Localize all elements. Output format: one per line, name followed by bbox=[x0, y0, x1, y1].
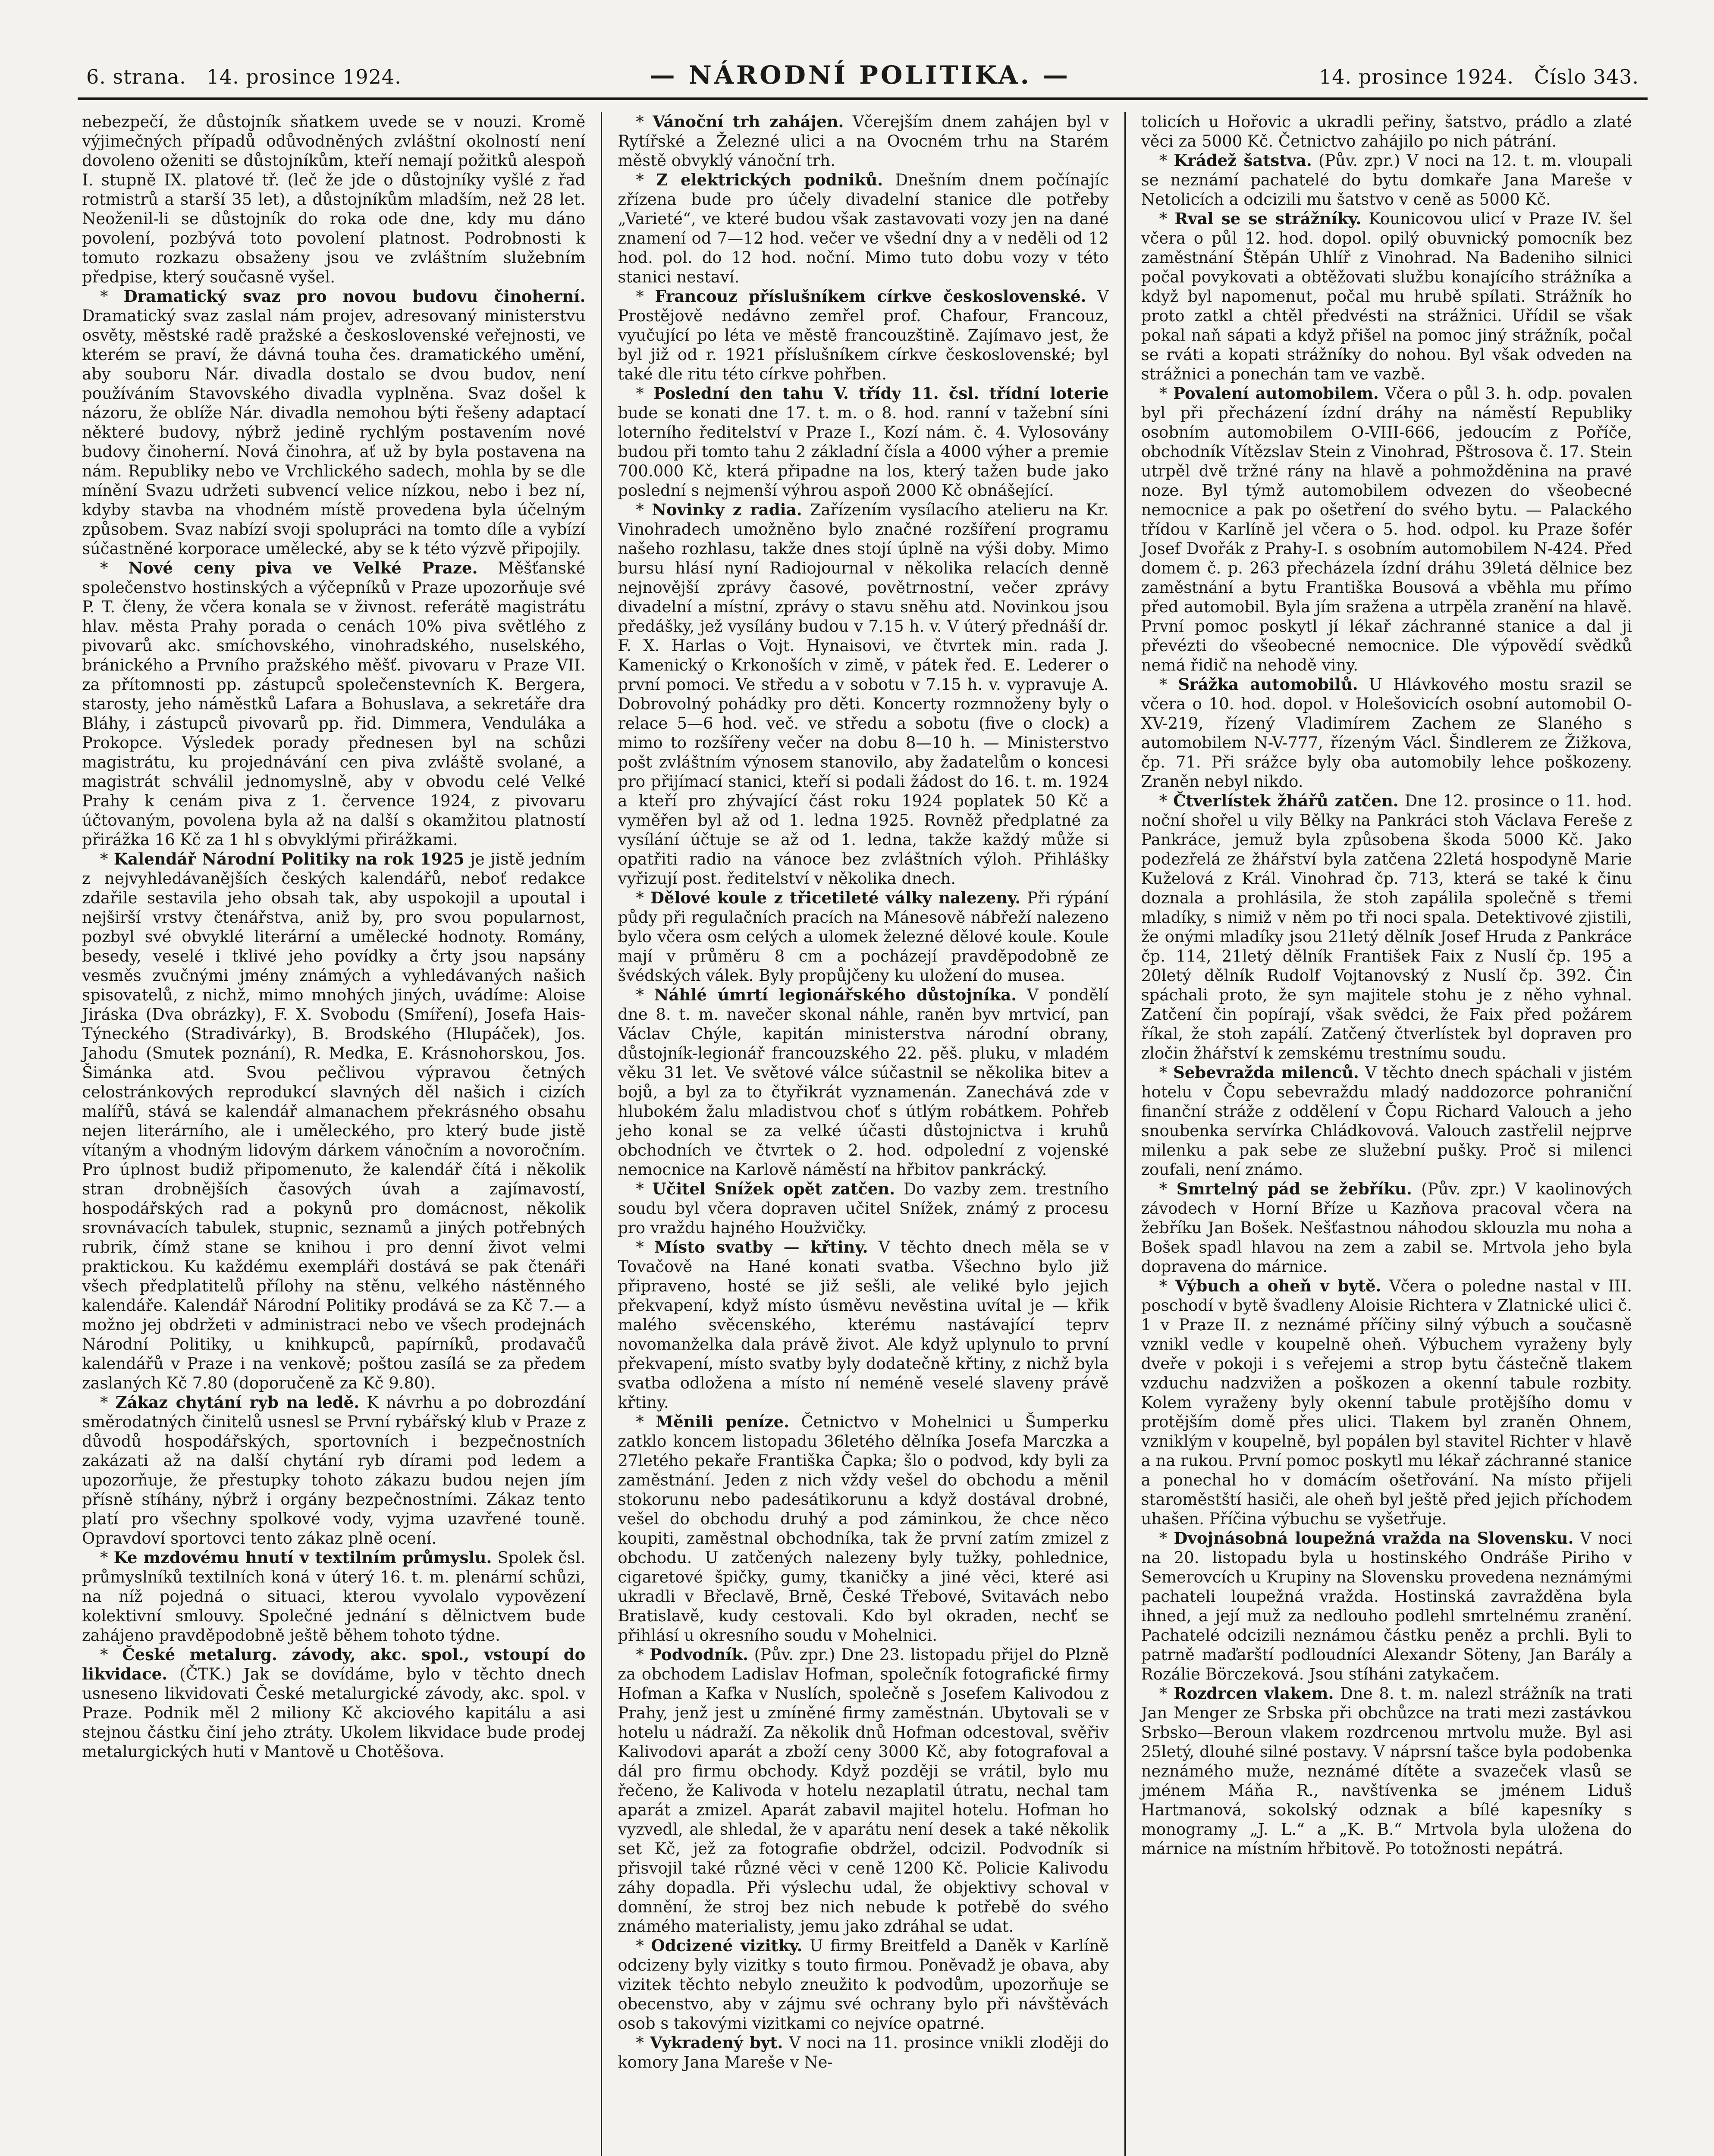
article-headline: Povalení automobilem. bbox=[1173, 384, 1379, 403]
article: * Novinky z radia. Zařízením vysílacího atelieru na Kr. Vinohradech umožněno bylo značné rozšíření programu našeho rozhlasu, takže dnes stojí úplně na výši doby. Mimo bursu hlásí nyní Radiojournal v několika relacích denně nejnovější zprávy časové, povětrnostní, večer zprávy divadelní a místní, zprávy o stavu sněhu atd. Novinkou jsou předášky, jež vysílány budou v 7.15 h. v. V úterý přednáší dr. F. X. Harlas o Vojt. Hynaisovi, ve čtvrtek min. rada J. Kamenický o Krkonoších v zimě, v pátek řed. E. Lederer o první pomoci. Ve středu a v sobotu v 7.15 h. v. vypravuje A. Dobrovolný pohádky pro děti. Koncerty rozmnoženy byly o relace 5—6 hod. več. ve středu a sobotu (five o clock) a mimo to rozšířeny večer na dobu 8—10 h. — Ministerstvo pošt zvláštním výnosem stanovilo, aby žadatelům o koncesi pro přijímací stanici, kteří si podali žádost do 16. t. m. 1924 a kteří pro zhývající část roku 1924 poplatek 50 Kč a vyměřen byl až od 1. ledna 1925. Rovněž předplatné za vysílání účtuje se až od 1. ledna, takže každý může si opatřiti radio na vánoce bez zvláštních výloh. Přihlášky vyřizují post. ředitelství v několika dnech. bbox=[618, 500, 1109, 888]
article: * Francouz příslušníkem církve československé. V Prostějově nedávno zemřel prof. Chafour, Francouz, vyučující po léta ve městě francouzštině. Zajímavo jest, že byl již od r. 1921 příslušníkem církve československé; byl také dle ritu této církve pohřben. bbox=[618, 287, 1109, 383]
page-header bbox=[78, 60, 1648, 100]
article-headline: Francouz příslušníkem církve československé. bbox=[655, 287, 1086, 306]
article: * Poslední den tahu V. třídy 11. čsl. třídní loterie bude se konati dne 17. t. m. o 8. hod. ranní v tažební síni loterního ředitelství v Praze I., Kozí nám. č. 4. Vylosovány budou při tomto tahu 2 základní čísla a 4000 výher a premie 700.000 Kč, která připadne na los, který tažen bude jako poslední s nejmenší výhrou aspoň 2000 Kč obnášející. bbox=[618, 384, 1109, 500]
article-headline: Krádež šatstva. bbox=[1174, 151, 1312, 170]
article-body: nebezpečí, že důstojník sňatkem uvede se v nouzi. Kromě výjimečných případů odůvodněných zvláštní okolností není dovoleno oženiti se důstojníkům, kteří nemají požitků alespoň I. stupně IX. platové tř. (leč že jde o důstojníky vyšlé z řad rotmistrů a starší 35 let), a důstojníkům mladším, než 28 let. Neoženil-li se důstojník do roka ode dne, kdy mu dáno povolení, pozbývá toto povolení platnost. Podrobnosti k tomuto rozkazu obsaženy jsou ve zvláštním služebním předpise, který současně vyšel. bbox=[82, 113, 586, 286]
article: * Učitel Snížek opět zatčen. Do vazby zem. trestního soudu byl včera dopraven učitel Snížek, známý z procesu pro vraždu hajného Houžvičky. bbox=[618, 1179, 1109, 1237]
article: * Rozdrcen vlakem. Dne 8. t. m. nalezl strážník na trati Jan Menger ze Srbska při obchůzce na trati mezi zastávkou Srbsko—Beroun vlakem rozdrcenou mrtvolu muže. Byl asi 25letý, dlouhé silné postavy. V náprsní tašce byla podobenka neznámého muže, neznámé dítěte a svazeček vlasů se jménem Máňa R., navštívenka se jménem Liduš Hartmanová, sokolský odznak a bílé kapesníky s monogramy „J. L.“ a „K. B.“ Mrtvola byla uložena do márnice na místním hřbitově. Po totožnosti nepátrá. bbox=[1141, 1684, 1632, 1858]
article-body: je jistě jedním z nejvyhledávanějších českých kalendářů, neboť redakce zdařile sestavila jeho obsah tak, aby uspokojil a upoutal i nejširší vrstvy čtenářstva, aniž by, pro svou popularnost, pozbyl své obvyklé literární a umělecké hodnoty. Romány, besedy, veselé i tklivé jeho povídky a črty jsou napsány vesměs zvučnými jmény známých a vyhledávaných našich spisovatelů, z nichž, mimo mnohých jiných, uvádíme: Aloise Jiráska (Dva obrázky), F. X. Svobodu (Smíření), Josefa Hais-Týneckého (Stradivárky), B. Brodského (Hlupáček), Jos. Jahodu (Smutek poznání), R. Medka, E. Krásnohorskou, Jos. Šimánka atd. Svou pečlivou výpravou četných celostránkových reprodukcí slavných děl našich i cizích malířů, stává se kalendář almanachem překrásného obsahu nejen literárního, ale i uměleckého, pro který bude jistě vítaným a vhodným lidovým dárkem vánočním a novoročním. Pro úplnost budiž připomenuto, že kalendář čítá i několik stran drobnějších časových úvah a zajímavostí, hospodářských rad a pokynů pro domácnost, několik srovnávacích tabulek, stupnic, seznamů a jiných potřebných rubrik, čímž stane se knihou i pro denní život velmi praktickou. Ku každému exempláři dostává se pak čtenáři všech předplatitelů přílohy na stěnu, velkého nástěnného kalendáře. Kalendář Národní Politiky prodává se za Kč 7.— a možno jej obdržeti v administraci nebo ve všech prodejnách Národní Politiky, u knihkupců, papírníků, prodavačů kalendářů v Praze i na venkově; poštou zasílá se za předem zaslaných Kč 7.80 (doporučeně za Kč 9.80). bbox=[82, 850, 586, 1392]
article-headline: Sebevražda milenců. bbox=[1173, 1063, 1359, 1082]
article-body: Dne 8. t. m. nalezl strážník na trati Jan Menger ze Srbska při obchůzce na trati mezi zastávkou Srbsko—Beroun vlakem rozdrcenou mrtvolu muže. Byl asi 25letý, dlouhé silné postavy. V náprsní tašce byla podobenka neznámého muže, neznámé dítěte a svazeček vlasů se jménem Máňa R., navštívenka se jménem Liduš Hartmanová, sokolský odznak a bílé kapesníky s monogramy „J. L.“ a „K. B.“ Mrtvola byla uložena do márnice na místním hřbitově. Po totožnosti nepátrá. bbox=[1141, 1684, 1632, 1858]
article: * Sebevražda milenců. V těchto dnech spáchali v jistém hotelu v Čopu sebevraždu mladý naddozorce pohraniční finanční stráže z oddělení v Čopu Richard Valouch a jeho snoubenka servírka Chládkovová. Valouch zastřelil nejprve milenku a pak sebe ze služební pušky. Proč si milenci zoufali, není známo. bbox=[1141, 1063, 1632, 1179]
newspaper-title: — NÁRODNÍ POLITIKA. — bbox=[650, 60, 1071, 90]
article: * Z elektrických podniků. Dnešním dnem počínajíc zřízena bude pro účely divadelní stanice dle potřeby „Varieté“, ve které budou však zastavovati vozy jen na dané znamení od 7—12 hod. večer ve všední dny a v neděli od 12 hod. pol. do 12 hod. noční. Mimo tuto dobu vozy v této stanici nestaví. bbox=[618, 170, 1109, 286]
article-headline: Vánoční trh zahájen. bbox=[653, 112, 844, 131]
article-body: (Pův. zpr.) V kaolinových závodech v Horní Bříze u Kazňova pracoval včera na žebříku Jan Bošek. Nešťastnou náhodou sklouzla mu noha a Bošek spadl hlavou na zem a zabil se. Mrtvola jeho byla dopravena do márnice. bbox=[1141, 1180, 1632, 1276]
article-columns bbox=[78, 112, 1648, 2156]
article-body: Do vazby zem. trestního soudu byl včera dopraven učitel Snížek, známý z procesu pro vraždu hajného Houžvičky. bbox=[618, 1180, 1109, 1237]
article-headline: Z elektrických podniků. bbox=[656, 170, 883, 189]
article-headline: Rozdrcen vlakem. bbox=[1173, 1684, 1334, 1703]
article-body: Kounicovou ulicí v Praze IV. šel včera o půl 12. hod. dopol. opilý obuvnický pomocník bez zaměstnání Štěpán Uhlíř z Vinohrad. Na Badeniho silnici počal povykovati a obtěžovati službu konajícího strážníka a když byl napomenut, počal mu hrubě spílati. Strážník ho proto zatkl a chtěl předvésti na strážnici. Uřídil se však pokal naň sápati a když přišel na pomoc jiný strážník, počal se rváti a kopati strážníky do nohou. Byl však odveden na strážnici a ponechán tam ve vazbě. bbox=[1141, 210, 1632, 383]
article-headline: Kalendář Národní Politiky na rok 1925 bbox=[113, 849, 465, 868]
article-body: U firmy Breitfeld a Daněk v Karlíně odcizeny byly vizitky s touto firmou. Poněvadž je obava, aby vizitek těchto nebylo zneužito k podvodům, upozorňuje se obecenstvo, aby v zájmu své ochrany bylo při návštěvách osob s takovými vizitkami co nejvíce opatrné. bbox=[618, 1937, 1109, 2033]
article: * Vykradený byt. V noci na 11. prosince vnikli zloději do komory Jana Mareše v Ne- bbox=[618, 2033, 1109, 2071]
article-headline: Smrtelný pád se žebříku. bbox=[1176, 1179, 1412, 1198]
article-body: (Pův. zpr.) V noci na 12. t. m. vloupali se neznámí pachatelé do bytu domkaře Jana Mareše v Netolicích a odcizili mu šatstvo v ceně as 5000 Kč. bbox=[1141, 151, 1632, 209]
article-headline: Měnili peníze. bbox=[656, 1412, 789, 1431]
header-date-right: 14. prosince 1924. bbox=[1319, 65, 1514, 88]
article-body: Zařízením vysílacího atelieru na Kr. Vinohradech umožněno bylo značné rozšíření programu našeho rozhlasu, takže dnes stojí úplně na výši doby. Mimo bursu hlásí nyní Radiojournal v několika relacích denně nejnovější zprávy časové, povětrnostní, večer zprávy divadelní a místní, zprávy o stavu sněhu atd. Novinkou jsou předášky, jež vysílány budou v 7.15 h. v. V úterý přednáší dr. F. X. Harlas o Vojt. Hynaisovi, ve čtvrtek min. rada J. Kamenický o Krkonoších v zimě, v pátek řed. E. Lederer o první pomoci. Ve středu a v sobotu v 7.15 h. v. vypravuje A. Dobrovolný pohádky pro děti. Koncerty rozmnoženy byly o relace 5—6 hod. več. ve středu a sobotu (five o clock) a mimo to rozšířeny večer na dobu 8—10 h. — Ministerstvo pošt zvláštním výnosem stanovilo, aby žadatelům o koncesi pro přijímací stanici, kteří si podali žádost do 16. t. m. 1924 a kteří pro zhývající část roku 1924 poplatek 50 Kč a vyměřen byl až od 1. ledna 1925. Rovněž předplatné za vysílání účtuje se až od 1. ledna, takže každý může si opatřiti radio na vánoce bez zvláštních výloh. Přihlášky vyřizují post. ředitelství v několika dnech. bbox=[618, 501, 1109, 888]
newspaper-page bbox=[78, 60, 1648, 2156]
article-headline: Srážka automobilů. bbox=[1178, 675, 1358, 694]
article-body: V Prostějově nedávno zemřel prof. Chafour, Francouz, vyučující po léta ve městě francouzštině. Zajímavo jest, že byl již od r. 1921 příslušníkem církve československé; byl také dle ritu této církve pohřben. bbox=[618, 287, 1109, 383]
article-headline: Odcizené vizitky. bbox=[651, 1936, 803, 1955]
header-date-left: 14. prosince 1924. bbox=[206, 65, 402, 88]
article-headline: Dramatický svaz pro novou budovu činoherní. bbox=[123, 287, 586, 306]
article-headline: Učitel Snížek opět zatčen. bbox=[652, 1179, 895, 1198]
article-headline: Podvodník. bbox=[650, 1645, 749, 1664]
article-body: V pondělí dne 8. t. m. navečer skonal náhle, raněn byv mrtvicí, pan Václav Chýle, kapitán ministerstva národní obrany, důstojník-legionář francouzského 22. pěš. pluku, v mladém věku 31 let. Ve světové válce súčastnil se několika bitev a bojů, a byl za to čtyřikrát vyznamenán. Zanechává zde v hlubokém žalu mladistvou choť s útlým robátkem. Pohřeb jeho konal se za velké účasti důstojnictva i kruhů obchodních ve čtvrtek o 2. hod. odpolední z vojenské nemocnice na Karlově náměstí na hřbitov pankrácký. bbox=[618, 986, 1109, 1179]
article: * Rval se se strážníky. Kounicovou ulicí v Praze IV. šel včera o půl 12. hod. dopol. opilý obuvnický pomocník bez zaměstnání Štěpán Uhlíř z Vinohrad. Na Badeniho silnici počal povykovati a obtěžovati službu konajícího strážníka a když byl napomenut, počal mu hrubě spílati. Strážník ho proto zatkl a chtěl předvésti na strážnici. Uřídil se však pokal naň sápati a když přišel na pomoc jiný strážník, počal se rváti a kopati strážníky do nohou. Byl však odveden na strážnici a ponechán tam ve vazbě. bbox=[1141, 209, 1632, 383]
article-body: Dramatický svaz zaslal nám projev, adresovaný ministerstvu osvěty, městské radě pražské a československé veřejnosti, ve kterém se praví, že dávná touha čes. dramatického umění, aby souboru Nár. divadla dostalo se dvou budov, není používáním Stavovského divadla vyplněna. Svaz došel k názoru, že oblíže Nár. divadla nemohou býti řešeny adaptací některé budovy, nýbrž jedině rychlým postavením nové budovy činoherní. Nová činohra, ať už by byla postavena na nám. Republiky nebo ve Vrchlického sadech, mohla by se dle mínění Svazu udržeti subvencí velice nízkou, nebo i bez ní, kdyby stavba na vhodném místě provedena byla účelným způsobem. Svaz nabízí svoji spolupráci na tomto díle a vybízí súčastněné korporace umělecké, aby se k této výzvě připojily. bbox=[82, 307, 586, 558]
article-headline: Náhlé úmrtí legionářského důstojníka. bbox=[654, 985, 1017, 1004]
article-body: V noci na 11. prosince vnikli zloději do komory Jana Mareše v Ne- bbox=[618, 2034, 1109, 2071]
article: * Nové ceny piva ve Velké Praze. Měšťanské společenstvo hostinských a výčepníků v Praze upozorňuje své P. T. členy, že včera konala se v živnost. referátě magistrátu hlav. města Prahy porada o cenách 10% piva světlého z pivovarů akc. smíchovského, vinohradského, nuselského, bránického a Prvního pražského měšť. pivovaru v Praze VII. za přítomnosti pp. zástupců společenstevních K. Bergera, starosty, jeho náměstků Lafara a Bohuslava, a sekretáře dra Bláhy, i zástupců pivovarů pp. řid. Dimmera, Venduláka a Prokopce. Výsledek porady přednesen byl na schůzi magistrátu, ku projednávání cen piva zvláště svolané, a magistrát schválil jednomyslně, aby v obvodu celé Velké Prahy k cenám piva z 1. července 1924, z pivovaru účtovaným, povolena byla až na další s okamžitou platností přirážka 16 Kč za 1 hl s obvyklými přirážkami. bbox=[82, 558, 586, 849]
article-body: Četnictvo v Mohelnici u Šumperku zatklo koncem listopadu 36letého dělníka Josefa Marczka a 27letého pekaře Františka Čapka; šlo o podvod, kdy byli za zaměstnání. Jeden z nich vždy vešel do obchodu a měnil stokorunu nebo padesátikorunu a když dostával drobné, vešel do obchodu druhý a pod záminkou, že chce něco koupiti, zaměstnal obchodníka, tak že první zatím zmizel z obchodu. U zatčených nalezeny byly tužky, pohlednice, cigaretové špičky, gumy, tkaničky a jiné věci, které asi ukradli v Břeclavě, Brně, České Třebové, Svitavách nebo Bratislavě, kudy cestovali. Kdo byl okraden, nechť se přihlásí u okresního soudu v Mohelnici. bbox=[618, 1413, 1109, 1645]
article-body: U Hlávkového mostu srazil se včera o 10. hod. dopol. v Holešovicích osobní automobil O-XV-219, řízený Vladimírem Zachem ze Slaného s automobilem N-V-777, řízeným Václ. Šindlerem ze Žižkova, čp. 71. Při srážce byly oba automobily lehce poškozeny. Zraněn nebyl nikdo. bbox=[1141, 675, 1632, 791]
article: * Vánoční trh zahájen. Včerejším dnem zahájen byl v Rytířské a Železné ulici a na Ovocném trhu na Starém městě obvyklý vánoční trh. bbox=[618, 112, 1109, 170]
article-headline: České metalurg. závody, akc. spol., vstoupí do likvidace. bbox=[82, 1645, 586, 1683]
article-headline: Vykradený byt. bbox=[650, 2033, 783, 2052]
article: * Povalení automobilem. Včera o půl 3. h. odp. povalen byl při přecházení ízdní dráhy na náměstí Republiky osobním automobilem O-VIII-666, jedoucím z Poříče, obchodník Vítězslav Stein z Vinohrad, Pštrosova č. 17. Stein utrpěl dvě tržné rány na hlavě a pohmožděnina na pravé noze. Byl týmž automobilem odvezen do všeobecné nemocnice a pak po ošetření do svého bytu. — Palackého třídou v Karlíně jel včera o 5. hod. odpol. ku Praze šofér Josef Dvořák z Prahy-I. s osobním automobilem N-424. Před domem č. p. 263 přecházela ízdní dráhu 39letá dělnice bez zaměstnání a bytu Františka Bousová a vběhla mu přímo před automobil. Byla jím sražena a utrpěla zranění na hlavě. První pomoc poskytl jí lékař záchranné stanice a dal ji převézti do všeobecné nemocnice. Dle výpovědí svědků nemá řidič na nehodě viny. bbox=[1141, 384, 1632, 674]
article: * Ke mzdovému hnutí v textilním průmyslu. Spolek čsl. průmyslníků textilních koná v úterý 16. t. m. plenární schůzi, na níž pojedná o situaci, kterou vyvolalo vypovězení kolektivní smlouvy. Společné jednání s dělnictvem bude zahájeno pravděpodobně ještě během tohoto týdne. bbox=[82, 1548, 586, 1645]
column-1 bbox=[78, 112, 601, 2156]
article-body: (Pův. zpr.) Dne 23. listopadu přijel do Plzně za obchodem Ladislav Hofman, společník fotografické firmy Hofman a Kafka v Nuslích, společně s Josefem Kalivodou z Prahy, jenž jest u zmíněné firmy zaměstnán. Ubytovali se v hotelu u nádraží. Za několik dnů Hofman odcestoval, svěřiv Kalivodovi aparát a zboží ceny 3000 Kč, aby fotografoval a dál pro firmu obchody. Když později se vrátil, bylo mu řečeno, že Kalivoda v hotelu nezaplatil útratu, nechal tam aparát a zmizel. Aparát zabavil majitel hotelu. Hofman ho vyzvedl, ale shledal, že v aparátu není desek a také několik set Kč, jež za fotografie obdržel, odcizil. Podvodník si přisvojil také různé věci v ceně 1200 Kč. Policie Kalivodu záhy dopadla. Při výslechu udal, že objektivy schoval v domnění, že stroj bez nich nebude k potřebě do svého známého materialisty, jemu jako zdráhal se udat. bbox=[618, 1645, 1109, 1936]
article-body: (ČTK.) Jak se dovídáme, bylo v těchto dnech usneseno likvidovati České metalurgické závody, akc. spol. v Praze. Podnik měl 2 miliony Kč akciového kapitálu a asi stejnou částku činí jeho ztráty. Ukolem likvidace bude prodej metalurgických huti v Mantově u Chotěšova. bbox=[82, 1665, 586, 1761]
article-body: Včerejším dnem zahájen byl v Rytířské a Železné ulici a na Ovocném trhu na Starém městě obvyklý vánoční trh. bbox=[618, 113, 1109, 170]
article-headline: Zákaz chytání ryb na ledě. bbox=[115, 1393, 360, 1412]
article-headline: Dělové koule z třicetileté války nalezeny. bbox=[650, 888, 1021, 907]
article-body: Při rýpání půdy při regulačních pracích na Mánesově nábřeží nalezeno bylo včera osm celých a ulomek železné dělové koule. Koule mají v průměru 8 cm a pocházejí pravděpodobně ze švédských válek. Byly propůjčeny ku uložení do musea. bbox=[618, 889, 1109, 985]
article-headline: Rval se se strážníky. bbox=[1174, 209, 1362, 228]
article: * Srážka automobilů. U Hlávkového mostu srazil se včera o 10. hod. dopol. v Holešovicích osobní automobil O-XV-219, řízený Vladimírem Zachem ze Slaného s automobilem N-V-777, řízeným Václ. Šindlerem ze Žižkova, čp. 71. Při srážce byly oba automobily lehce poškozeny. Zraněn nebyl nikdo. bbox=[1141, 675, 1632, 791]
header-right bbox=[1319, 65, 1639, 88]
article-headline: Poslední den tahu V. třídy 11. čsl. třídní loterie bbox=[653, 384, 1109, 403]
column-3 bbox=[1124, 112, 1648, 2156]
article: * Odcizené vizitky. U firmy Breitfeld a Daněk v Karlíně odcizeny byly vizitky s touto firmou. Poněvadž je obava, aby vizitek těchto nebylo zneužito k podvodům, upozorňuje se obecenstvo, aby v zájmu své ochrany bylo při návštěvách osob s takovými vizitkami co nejvíce opatrné. bbox=[618, 1936, 1109, 2033]
column-2 bbox=[601, 112, 1124, 2156]
article-headline: Výbuch a oheň v bytě. bbox=[1175, 1276, 1381, 1295]
article: * Podvodník. (Pův. zpr.) Dne 23. listopadu přijel do Plzně za obchodem Ladislav Hofman, společník fotografické firmy Hofman a Kafka v Nuslích, společně s Josefem Kalivodou z Prahy, jenž jest u zmíněné firmy zaměstnán. Ubytovali se v hotelu u nádraží. Za několik dnů Hofman odcestoval, svěřiv Kalivodovi aparát a zboží ceny 3000 Kč, aby fotografoval a dál pro firmu obchody. Když později se vrátil, bylo mu řečeno, že Kalivoda v hotelu nezaplatil útratu, nechal tam aparát a zmizel. Aparát zabavil majitel hotelu. Hofman ho vyzvedl, ale shledal, že v aparátu není desek a také několik set Kč, jež za fotografie obdržel, odcizil. Podvodník si přisvojil také různé věci v ceně 1200 Kč. Policie Kalivodu záhy dopadla. Při výslechu udal, že objektivy schoval v domnění, že stroj bez nich nebude k potřebě do svého známého materialisty, jemu jako zdráhal se udat. bbox=[618, 1645, 1109, 1936]
article: * Měnili peníze. Četnictvo v Mohelnici u Šumperku zatklo koncem listopadu 36letého dělníka Josefa Marczka a 27letého pekaře Františka Čapka; šlo o podvod, kdy byli za zaměstnání. Jeden z nich vždy vešel do obchodu a měnil stokorunu nebo padesátikorunu a když dostával drobné, vešel do obchodu druhý a pod záminkou, že chce něco koupiti, zaměstnal obchodníka, tak že první zatím zmizel z obchodu. U zatčených nalezeny byly tužky, pohlednice, cigaretové špičky, gumy, tkaničky a jiné věci, které asi ukradli v Břeclavě, Brně, České Třebové, Svitavách nebo Bratislavě, kudy cestovali. Kdo byl okraden, nechť se přihlásí u okresního soudu v Mohelnici. bbox=[618, 1412, 1109, 1645]
article: * Krádež šatstva. (Pův. zpr.) V noci na 12. t. m. vloupali se neznámí pachatelé do bytu domkaře Jana Mareše v Netolicích a odcizili mu šatstvo v ceně as 5000 Kč. bbox=[1141, 151, 1632, 209]
article-body: Dnešním dnem počínajíc zřízena bude pro účely divadelní stanice dle potřeby „Varieté“, ve které budou však zastavovati vozy jen na dané znamení od 7—12 hod. večer ve všední dny a v neděli od 12 hod. pol. do 12 hod. noční. Mimo tuto dobu vozy v této stanici nestaví. bbox=[618, 171, 1109, 286]
article-body: Měšťanské společenstvo hostinských a výčepníků v Praze upozorňuje své P. T. členy, že včera konala se v živnost. referátě magistrátu hlav. města Prahy porada o cenách 10% piva světlého z pivovarů akc. smíchovského, vinohradského, nuselského, bránického a Prvního pražského měšť. pivovaru v Praze VII. za přítomnosti pp. zástupců společenstevních K. Bergera, starosty, jeho náměstků Lafara a Bohuslava, a sekretáře dra Bláhy, i zástupců pivovarů pp. řid. Dimmera, Venduláka a Prokopce. Výsledek porady přednesen byl na schůzi magistrátu, ku projednávání cen piva zvláště svolané, a magistrát schválil jednomyslně, aby v obvodu celé Velké Prahy k cenám piva z 1. července 1924, z pivovaru účtovaným, povolena byla až na další s okamžitou platností přirážka 16 Kč za 1 hl s obvyklými přirážkami. bbox=[82, 559, 586, 849]
article: * Dělové koule z třicetileté války nalezeny. Při rýpání půdy při regulačních pracích na Mánesově nábřeží nalezeno bylo včera osm celých a ulomek železné dělové koule. Koule mají v průměru 8 cm a pocházejí pravděpodobně ze švédských válek. Byly propůjčeny ku uložení do musea. bbox=[618, 888, 1109, 985]
article-body: Včera o půl 3. h. odp. povalen byl při přecházení ízdní dráhy na náměstí Republiky osobním automobilem O-VIII-666, jedoucím z Poříče, obchodník Vítězslav Stein z Vinohrad, Pštrosova č. 17. Stein utrpěl dvě tržné rány na hlavě a pohmožděnina na pravé noze. Byl týmž automobilem odvezen do všeobecné nemocnice a pak po ošetření do svého bytu. — Palackého třídou v Karlíně jel včera o 5. hod. odpol. ku Praze šofér Josef Dvořák z Prahy-I. s osobním automobilem N-424. Před domem č. p. 263 přecházela ízdní dráhu 39letá dělnice bez zaměstnání a bytu Františka Bousová a vběhla mu přímo před automobil. Byla jím sražena a utrpěla zranění na hlavě. První pomoc poskytl jí lékař záchranné stanice a dal ji převézti do všeobecné nemocnice. Dle výpovědí svědků nemá řidič na nehodě viny. bbox=[1141, 384, 1632, 674]
article: * Smrtelný pád se žebříku. (Pův. zpr.) V kaolinových závodech v Horní Bříze u Kazňova pracoval včera na žebříku Jan Bošek. Nešťastnou náhodou sklouzla mu noha a Bošek spadl hlavou na zem a zabil se. Mrtvola jeho byla dopravena do márnice. bbox=[1141, 1179, 1632, 1276]
article-body: V těchto dnech měla se v Tovačově na Hané konati svatba. Všechno bylo již připraveno, hosté se již sešli, ale veliké bylo jejich překvapení, když místo úsměvu nevěstina uvítal je — křik malého svěcenského, kterému nastávající teprv novomanželka dala právě život. Ale když uplynulo to první překvapení, místo svatby byly dodatečně křtiny, z nichž byla svatba odložena a místo ní neméně veselé slaveny právě křtiny. bbox=[618, 1238, 1109, 1412]
header-left bbox=[86, 65, 402, 88]
article: * Zákaz chytání ryb na ledě. K návrhu a po dobrozdání směrodatných činitelů usnesl se První rybářský klub v Praze z důvodů hospodářských, sportovních i bezpečnostních zakázati až na další chytání ryb dírami pod ledem a upozorňuje, že přestupky tohoto zákazu budou nejen jím přísně stíhány, nýbrž i orgány bezpečnostními. Zákaz tento platí pro všechny spolkové vody, vyjma uzavřené touně. Opravdoví sportovci tento zákaz plně ocení. bbox=[82, 1393, 586, 1548]
article-body: bude se konati dne 17. t. m. o 8. hod. ranní v tažební síni loterního ředitelství v Praze I., Kozí nám. č. 4. Vylosovány budou při tomto tahu 2 základní čísla a 4000 výher a premie 700.000 Kč, která připadne na los, který tažen bude jako poslední s nejmenší výhrou aspoň 2000 Kč obnášející. bbox=[618, 404, 1109, 500]
article-headline: Čtverlístek žhářů zatčen. bbox=[1173, 791, 1399, 810]
article: * Výbuch a oheň v bytě. Včera o poledne nastal v III. poschodí v bytě švadleny Aloisie Richtera v Zlatnické ulici č. 1 v Praze II. z neznámé příčiny silný výbuch a současně vznikl vedle v koupelně oheň. Výbuchem vyraženy byly dveře v pokoji i s veřejemi a strop bytu částečně tlakem vzduchu nadzvižen a poškozen a okenní tabule rozbity. Kolem vyraženy byly okenní tabule protějšího domu v protějším domě přes ulici. Tlakem byl zraněn Ohnem, vzniklým v koupelně, byl popálen byl stavitel Richter v hlavě a na rukou. První pomoc poskytl mu lékař záchranné stanice a ponechal ho v domácím ošetřování. Na místo přijeli staroměstští hasiči, ale oheň byl ještě před jejich příchodem uhašen. Příčina výbuchu se vyšetřuje. bbox=[1141, 1276, 1632, 1528]
article: * Náhlé úmrtí legionářského důstojníka. V pondělí dne 8. t. m. navečer skonal náhle, raněn byv mrtvicí, pan Václav Chýle, kapitán ministerstva národní obrany, důstojník-legionář francouzského 22. pěš. pluku, v mladém věku 31 let. Ve světové válce súčastnil se několika bitev a bojů, a byl za to čtyřikrát vyznamenán. Zanechává zde v hlubokém žalu mladistvou choť s útlým robátkem. Pohřeb jeho konal se za velké účasti důstojnictva i kruhů obchodních ve čtvrtek o 2. hod. odpolední z vojenské nemocnice na Karlově náměstí na hřbitov pankrácký. bbox=[618, 985, 1109, 1179]
article-headline: Novinky z radia. bbox=[652, 500, 802, 519]
article-body: Spolek čsl. průmyslníků textilních koná v úterý 16. t. m. plenární schůzi, na níž pojedná o situaci, kterou vyvolalo vypovězení kolektivní smlouvy. Společné jednání s dělnictvem bude zahájeno pravděpodobně ještě během tohoto týdne. bbox=[82, 1548, 586, 1645]
page-number: 6. strana. bbox=[86, 65, 186, 88]
article-body: V noci na 20. listopadu byla u hostinského Ondráše Piriho v Semerovcích u Krupiny na Slovensku provedena neznámými pachateli loupežná vražda. Hostinská zavražděna byla ihned, a její muž za nedlouho podlehl smrtelnému zranění. Pachatelé odcizili neznámou částku peněz a prchli. Byli to patrně maďarští podloudníci Alexandr Söteny, Jan Barály a Rozálie Börczeková. Jsou stíháni zatykačem. bbox=[1141, 1529, 1632, 1683]
article-body: Dne 12. prosince o 11. hod. noční shořel u vily Bělky na Pankráci stoh Václava Fereše z Pankráce, jemuž byla způsobena škoda 5000 Kč. Jako podezřelá ze žhářství byla zatčena 22letá hospodyně Marie Kuželová z Král. Vinohrad čp. 713, která se také k činu doznala a prohlásila, že stoh zapálila společně s třemi mladíky, s nimiž v něm po tři noci spala. Detektivové zjistili, že onými mladíky jsou 21letý dělník Josef Hruda z Pankráce čp. 114, 21letý dělník František Faix z Nuslí čp. 195 a 20letý dělník Rudolf Vojtanovský z Nuslí čp. 392. Čin spáchali proto, že syn majitele stohu je z něho vyhnal. Zatčení čin popírají, však svědci, že Faix před požárem říkal, že stoh zapálí. Zatčený čtverlístek byl dopraven pro zločin žhářství k zemskému trestnímu soudu. bbox=[1141, 792, 1632, 1062]
article-headline: Nové ceny piva ve Velké Praze. bbox=[128, 558, 478, 577]
article-body: Včera o poledne nastal v III. poschodí v bytě švadleny Aloisie Richtera v Zlatnické ulici č. 1 v Praze II. z neznámé příčiny silný výbuch a současně vznikl vedle v koupelně oheň. Výbuchem vyraženy byly dveře v pokoji i s veřejemi a strop bytu částečně tlakem vzduchu nadzvižen a poškozen a okenní tabule rozbity. Kolem vyraženy byly okenní tabule protějšího domu v protějším domě přes ulici. Tlakem byl zraněn Ohnem, vzniklým v koupelně, byl popálen byl stavitel Richter v hlavě a na rukou. První pomoc poskytl mu lékař záchranné stanice a ponechal ho v domácím ošetřování. Na místo přijeli staroměstští hasiči, ale oheň byl ještě před jejich příchodem uhašen. Příčina výbuchu se vyšetřuje. bbox=[1141, 1277, 1632, 1528]
issue-number: Číslo 343. bbox=[1534, 65, 1639, 88]
article-body: tolicích u Hořovic a ukradli peřiny, šatstvo, prádlo a zlaté věci za 5000 Kč. Četnictvo zahájilo po nich pátrání. bbox=[1141, 113, 1632, 150]
article: * Dramatický svaz pro novou budovu činoherní. Dramatický svaz zaslal nám projev, adresovaný ministerstvu osvěty, městské radě pražské a československé veřejnosti, ve kterém se praví, že dávná touha čes. dramatického umění, aby souboru Nár. divadla dostalo se dvou budov, není používáním Stavovského divadla vyplněna. Svaz došel k názoru, že oblíže Nár. divadla nemohou býti řešeny adaptací některé budovy, nýbrž jedině rychlým postavením nové budovy činoherní. Nová činohra, ať už by byla postavena na nám. Republiky nebo ve Vrchlického sadech, mohla by se dle mínění Svazu udržeti subvencí velice nízkou, nebo i bez ní, kdyby stavba na vhodném místě provedena byla účelným způsobem. Svaz nabízí svoji spolupráci na tomto díle a vybízí súčastněné korporace umělecké, aby se k této výzvě připojily. bbox=[82, 287, 586, 558]
article: * Kalendář Národní Politiky na rok 1925 je jistě jedním z nejvyhledávanějších českých kalendářů, neboť redakce zdařile sestavila jeho obsah tak, aby uspokojil a upoutal i nejširší vrstvy čtenářstva, aniž by, pro svou popularnost, pozbyl své obvyklé literární a umělecké hodnoty. Romány, besedy, veselé i tklivé jeho povídky a črty jsou napsány vesměs zvučnými jmény známých a vyhledávaných našich spisovatelů, z nichž, mimo mnohých jiných, uvádíme: Aloise Jiráska (Dva obrázky), F. X. Svobodu (Smíření), Josefa Hais-Týneckého (Stradivárky), B. Brodského (Hlupáček), Jos. Jahodu (Smutek poznání), R. Medka, E. Krásnohorskou, Jos. Šimánka atd. Svou pečlivou výpravou četných celostránkových reprodukcí slavných děl našich i cizích malířů, stává se kalendář almanachem překrásného obsahu nejen literárního, ale i uměleckého, pro který bude jistě vítaným a vhodným lidovým dárkem vánočním a novoročním. Pro úplnost budiž připomenuto, že kalendář čítá i několik stran drobnějších časových úvah a zajímavostí, hospodářských rad a pokynů pro domácnost, několik srovnávacích tabulek, stupnic, seznamů a jiných potřebných rubrik, čímž stane se knihou i pro denní život velmi praktickou. Ku každému exempláři dostává se pak čtenáři všech předplatitelů přílohy na stěnu, velkého nástěnného kalendáře. Kalendář Národní Politiky prodává se za Kč 7.— a možno jej obdržeti v administraci nebo ve všech prodejnách Národní Politiky, u knihkupců, papírníků, prodavačů kalendářů v Praze i na venkově; poštou zasílá se za předem zaslaných Kč 7.80 (doporučeně za Kč 9.80). bbox=[82, 849, 586, 1392]
article-headline: Místo svatby — křtiny. bbox=[654, 1238, 868, 1257]
article-body: V těchto dnech spáchali v jistém hotelu v Čopu sebevraždu mladý naddozorce pohraniční finanční stráže z oddělení v Čopu Richard Valouch a jeho snoubenka servírka Chládkovová. Valouch zastřelil nejprve milenku a pak sebe ze služební pušky. Proč si milenci zoufali, není známo. bbox=[1141, 1063, 1632, 1179]
article: * Čtverlístek žhářů zatčen. Dne 12. prosince o 11. hod. noční shořel u vily Bělky na Pankráci stoh Václava Fereše z Pankráce, jemuž byla způsobena škoda 5000 Kč. Jako podezřelá ze žhářství byla zatčena 22letá hospodyně Marie Kuželová z Král. Vinohrad čp. 713, která se také k činu doznala a prohlásila, že stoh zapálila společně s třemi mladíky, s nimiž v něm po tři noci spala. Detektivové zjistili, že onými mladíky jsou 21letý dělník Josef Hruda z Pankráce čp. 114, 21letý dělník František Faix z Nuslí čp. 195 a 20letý dělník Rudolf Vojtanovský z Nuslí čp. 392. Čin spáchali proto, že syn majitele stohu je z něho vyhnal. Zatčení čin popírají, však svědci, že Faix před požárem říkal, že stoh zapálí. Zatčený čtverlístek byl dopraven pro zločin žhářství k zemskému trestnímu soudu. bbox=[1141, 791, 1632, 1062]
article: * Dvojnásobná loupežná vražda na Slovensku. V noci na 20. listopadu byla u hostinského Ondráše Piriho v Semerovcích u Krupiny na Slovensku provedena neznámými pachateli loupežná vražda. Hostinská zavražděna byla ihned, a její muž za nedlouho podlehl smrtelnému zranění. Pachatelé odcizili neznámou částku peněz a prchli. Byli to patrně maďarští podloudníci Alexandr Söteny, Jan Barály a Rozálie Börczeková. Jsou stíháni zatykačem. bbox=[1141, 1529, 1632, 1683]
article-body: K návrhu a po dobrozdání směrodatných činitelů usnesl se První rybářský klub v Praze z důvodů hospodářských, sportovních i bezpečnostních zakázati až na další chytání ryb dírami pod ledem a upozorňuje, že přestupky tohoto zákazu budou nejen jím přísně stíhány, nýbrž i orgány bezpečnostními. Zákaz tento platí pro všechny spolkové vody, vyjma uzavřené touně. Opravdoví sportovci tento zákaz plně ocení. bbox=[82, 1393, 586, 1548]
article-headline: Dvojnásobná loupežná vražda na Slovensku. bbox=[1174, 1529, 1574, 1548]
article: * Místo svatby — křtiny. V těchto dnech měla se v Tovačově na Hané konati svatba. Všechno bylo již připraveno, hosté se již sešli, ale veliké bylo jejich překvapení, když místo úsměvu nevěstina uvítal je — křik malého svěcenského, kterému nastávající teprv novomanželka dala právě život. Ale když uplynulo to první překvapení, místo svatby byly dodatečně křtiny, z nichž byla svatba odložena a místo ní neméně veselé slaveny právě křtiny. bbox=[618, 1238, 1109, 1412]
article bbox=[82, 112, 585, 287]
article bbox=[1141, 112, 1632, 151]
article: * České metalurg. závody, akc. spol., vstoupí do likvidace. (ČTK.) Jak se dovídáme, bylo v těchto dnech usneseno likvidovati České metalurgické závody, akc. spol. v Praze. Podnik měl 2 miliony Kč akciového kapitálu a asi stejnou částku činí jeho ztráty. Ukolem likvidace bude prodej metalurgických huti v Mantově u Chotěšova. bbox=[82, 1645, 586, 1761]
article-headline: Ke mzdovému hnutí v textilním průmyslu. bbox=[113, 1548, 492, 1567]
